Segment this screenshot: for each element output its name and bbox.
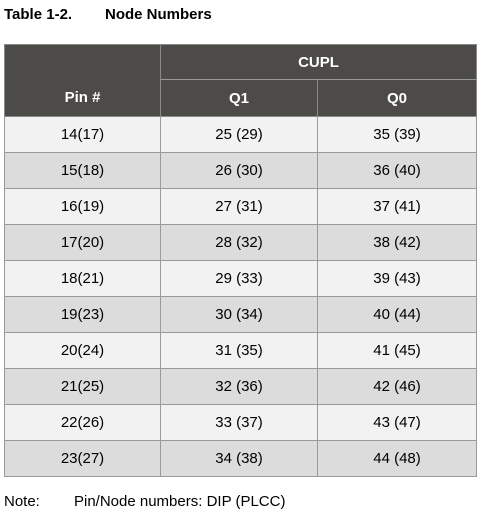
q1-cell: 34 (38) [161, 441, 318, 477]
table-note [4, 493, 285, 510]
table-row [5, 189, 477, 225]
pin-cell: 19(23) [5, 297, 161, 333]
table-caption [4, 6, 212, 23]
pin-cell: 21(25) [5, 369, 161, 405]
table-row [5, 369, 477, 405]
pin-cell: 23(27) [5, 441, 161, 477]
q0-cell: 44 (48) [318, 441, 477, 477]
q0-cell: 39 (43) [318, 261, 477, 297]
q1-cell: 31 (35) [161, 333, 318, 369]
table-title: Node Numbers [105, 6, 212, 23]
q1-cell: 33 (37) [161, 405, 318, 441]
note-label: Note: [4, 493, 40, 510]
table-row [5, 297, 477, 333]
q0-cell: 42 (46) [318, 369, 477, 405]
q1-cell: 25 (29) [161, 117, 318, 153]
pin-cell: 14(17) [5, 117, 161, 153]
q1-cell: 27 (31) [161, 189, 318, 225]
column-header-pin: Pin # [5, 45, 161, 117]
column-header-q1: Q1 [161, 80, 318, 117]
q0-cell: 40 (44) [318, 297, 477, 333]
q0-cell: 43 (47) [318, 405, 477, 441]
table-row [5, 333, 477, 369]
column-header-q0: Q0 [318, 80, 477, 117]
table-row [5, 441, 477, 477]
table-row [5, 405, 477, 441]
pin-cell: 15(18) [5, 153, 161, 189]
header-row-group [5, 45, 477, 80]
q0-cell: 37 (41) [318, 189, 477, 225]
table-row [5, 225, 477, 261]
table-number: Table 1-2. [4, 6, 73, 23]
q0-cell: 35 (39) [318, 117, 477, 153]
table-body [5, 117, 477, 477]
pin-cell: 20(24) [5, 333, 161, 369]
q1-cell: 28 (32) [161, 225, 318, 261]
table-header [5, 45, 477, 117]
pin-cell: 18(21) [5, 261, 161, 297]
pin-cell: 16(19) [5, 189, 161, 225]
node-numbers-table [4, 44, 477, 477]
pin-cell: 17(20) [5, 225, 161, 261]
q1-cell: 32 (36) [161, 369, 318, 405]
pin-cell: 22(26) [5, 405, 161, 441]
q0-cell: 41 (45) [318, 333, 477, 369]
table-row [5, 153, 477, 189]
q0-cell: 38 (42) [318, 225, 477, 261]
q1-cell: 26 (30) [161, 153, 318, 189]
note-text: Pin/Node numbers: DIP (PLCC) [74, 493, 286, 510]
q0-cell: 36 (40) [318, 153, 477, 189]
q1-cell: 30 (34) [161, 297, 318, 333]
q1-cell: 29 (33) [161, 261, 318, 297]
table-row [5, 117, 477, 153]
column-group-header-cupl: CUPL [161, 45, 477, 80]
table-row [5, 261, 477, 297]
